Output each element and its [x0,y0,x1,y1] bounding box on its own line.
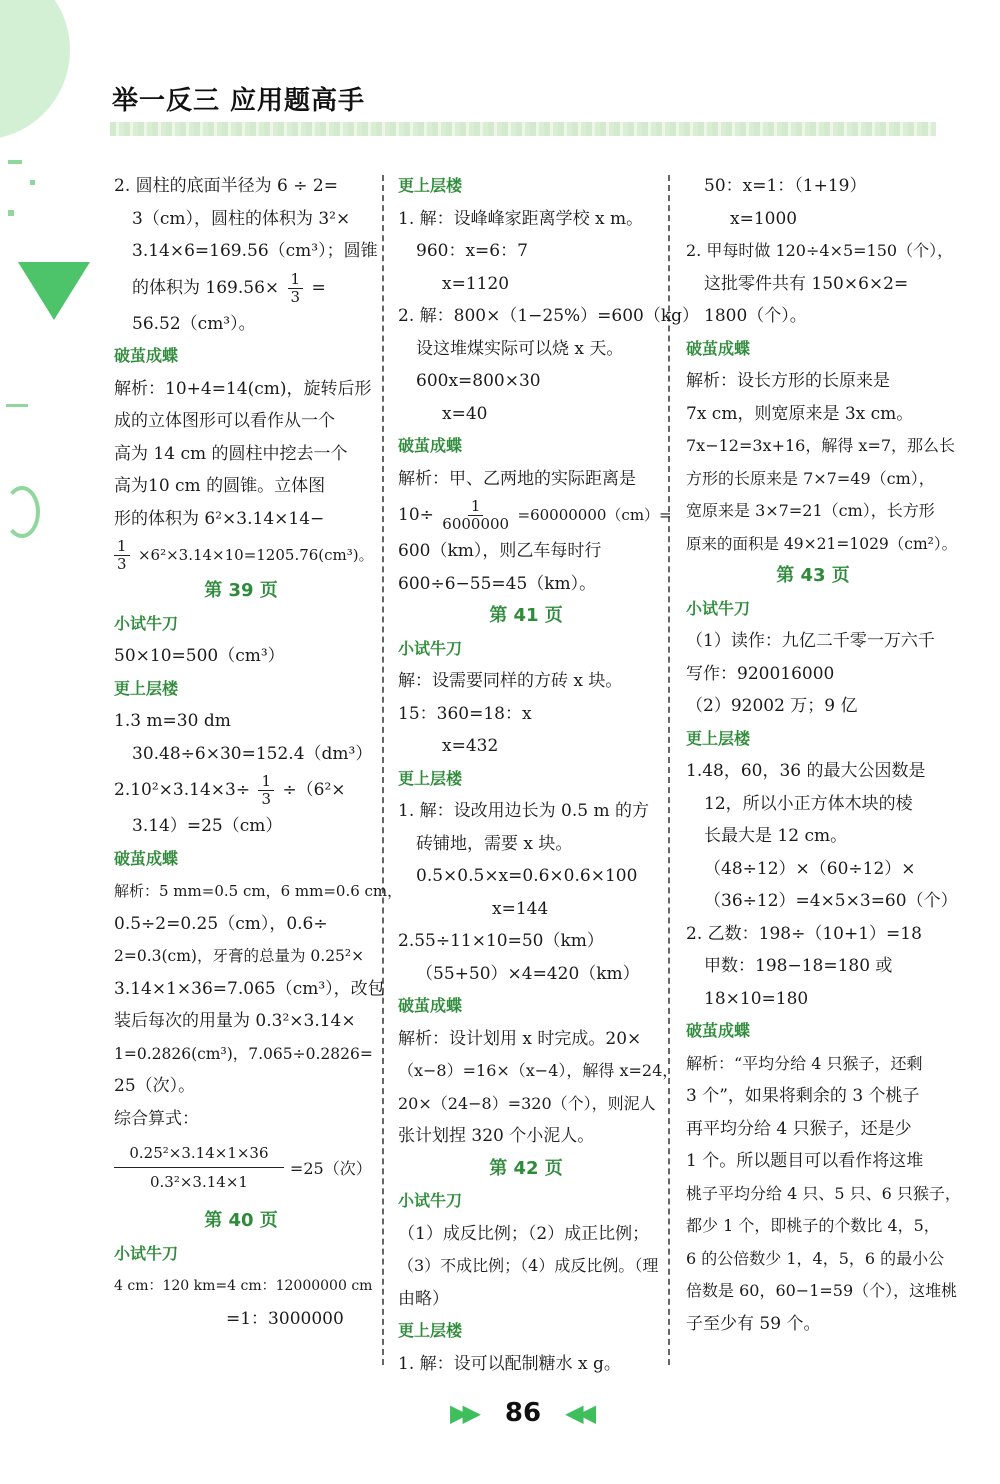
text-line: 7x−12=3x+16，解得 x=7，那么长 [686,436,956,455]
column-divider [668,175,670,1365]
text-line: （1）成反比例；（2）成正比例； [398,1223,650,1244]
answer-column-3 [686,170,961,1340]
text-line: 3.14×1×36=7.065（cm³），改包 [114,978,385,999]
text-line: 解析：设长方形的长原来是 [686,371,890,391]
text-line: 张计划捏 320 个小泥人。 [398,1126,595,1146]
triangle-decoration [18,262,90,320]
text-line: 2. 解：800×（1−25%）=600（kg） [398,306,700,326]
text-line: 甲数：198−18=180 或 [704,956,893,976]
text-line: 600x=800×30 [416,371,541,391]
text-line: 1800（个）。 [704,306,807,326]
text-line: （55+50）×4=420（km） [416,963,640,984]
text-line: 1=0.2826(cm³)，7.065÷0.2826= [114,1044,373,1063]
text-line: 这批零件共有 150×6×2= [704,273,909,294]
dash-decoration [8,160,22,164]
arc-decoration [4,486,40,538]
text-line: 再平均分给 4 只猴子，还是少 [686,1118,912,1139]
text-line: 2. 圆柱的底面半径为 6 ÷ 2= [114,176,338,196]
dash-decoration [8,210,14,216]
section-heading: 小试牛刀 [398,638,463,658]
text-line: 原来的面积是 49×21=1029（cm²）。 [686,534,958,553]
fraction [258,773,274,808]
text-line: 综合算式： [114,1108,199,1129]
page-number: 86 [504,1398,542,1428]
combined-formula [114,1135,372,1199]
corner-circle-decoration [0,0,70,140]
text-line: 2=0.3(cm)，牙膏的总量为 0.25²× [114,947,365,965]
section-heading: 更上层楼 [686,728,751,748]
page-heading: 第 39 页 [204,580,278,601]
answer-column-2 [398,170,700,1380]
fraction-numerator: 1 [468,498,484,516]
section-heading: 小试牛刀 [114,1243,179,1263]
text-line: 砖铺地，需要 x 块。 [416,833,573,854]
text-line: 2.55÷11×10=50（km） [398,931,604,951]
text-line: 长最大是 12 cm。 [704,826,848,846]
text-line: 7x cm，则宽原来是 3x cm。 [686,403,914,424]
text-line: 2. 甲每时做 120÷4×5=150（个）， [686,241,954,260]
text-line: 由略） [398,1288,449,1309]
text-line: 1.3 m=30 dm [114,711,231,731]
text-line: 56.52（cm³）。 [132,313,256,334]
text-segment: 的体积为 169.56× [132,277,280,298]
text-line: 50×10=500（cm³） [114,646,285,666]
text-line: 3 个”，如果将剩余的 3 个桃子 [686,1086,920,1106]
forward-arrows-icon: ▶▶ [450,1399,475,1427]
text-segment: ÷（6²× [282,780,346,800]
text-line: 1 个。所以题目可以看作将这堆 [686,1151,924,1171]
text-line: 形的体积为 6²×3.14×14− [114,508,325,529]
backward-arrows-icon: ◀◀ [565,1399,591,1427]
text-line: 2. 乙数：198÷（10+1）=18 [686,923,922,944]
text-line: （x−8）=16×（x−4），解得 x=24， [398,1061,679,1080]
text-line: 方形的长原来是 7×7=49（cm）， [686,468,935,488]
text-line: （3）不成比例；（4）成反比例。（理 [398,1256,659,1275]
formula-result: =25（次） [289,1158,372,1178]
section-heading: 破茧成蝶 [398,436,463,455]
text-line: =1：3000000 [226,1308,344,1329]
fraction-denominator: 6000000 [442,515,510,533]
text-line: 600（km），则乙车每时行 [398,541,602,561]
text-line: 3.14×6=169.56（cm³）；圆锥 [132,241,378,261]
text-segment: = [311,277,326,298]
text-segment: =60000000（cm）= [517,506,672,524]
text-line: 装后每次的用量为 0.3²×3.14× [114,1011,356,1031]
section-heading: 更上层楼 [398,1321,463,1340]
text-line: 30.48÷6×30=152.4（dm³） [132,743,373,764]
text-line: 设这堆煤实际可以烧 x 天。 [416,338,624,359]
section-heading: 小试牛刀 [686,598,751,618]
text-line: 解析：甲、乙两地的实际距离是 [398,468,636,489]
fraction [114,1139,284,1196]
section-heading: 更上层楼 [114,678,179,698]
text-line: （36÷12）=4×5×3=60（个） [704,891,958,911]
page-heading: 第 42 页 [489,1157,563,1179]
text-line: x=40 [442,403,488,424]
fraction [114,538,130,573]
page-heading: 第 41 页 [489,605,563,626]
text-line: 1.48，60，36 的最大公因数是 [686,761,926,781]
text-line: 1. 解：设可以配制糖水 x g。 [398,1353,621,1374]
text-line [398,495,672,535]
text-segment: ×6²×3.14×10=1205.76(cm³)。 [137,546,374,564]
text-line: 15：360=18：x [398,703,532,724]
page-header-title: 举一反三 应用题高手 [112,86,366,116]
text-line: 解析：设计划用 x 时完成。20× [398,1028,642,1049]
fraction-denominator: 3 [290,287,301,306]
section-heading: 更上层楼 [398,176,463,195]
text-line: 4 cm：120 km=4 cm：12000000 cm [114,1278,373,1294]
text-line: 成的立体图形可以看作从一个 [114,411,335,431]
text-line: 1. 解：设改用边长为 0.5 m 的方 [398,801,649,821]
text-line: 50：x=1：（1+19） [704,176,867,196]
text-line: 18×10=180 [704,988,809,1009]
text-line: 20×（24−8）=320（个），则泥人 [398,1093,656,1113]
text-line: 600÷6−55=45（km）。 [398,573,597,594]
text-line: 都少 1 个，即桃子的个数比 4，5， [686,1216,940,1235]
section-heading: 破茧成蝶 [114,346,179,365]
text-line: 0.5÷2=0.25（cm），0.6÷ [114,913,328,934]
dash-decoration [6,404,28,407]
fraction-numerator: 0.25²×3.14×1×36 [114,1139,284,1168]
text-line: 1. 解：设峰峰家距离学校 x m。 [398,208,644,229]
text-line: 解析：5 mm=0.5 cm，6 mm=0.6 cm， [114,882,403,900]
text-line [114,770,368,810]
fraction-denominator: 3 [261,790,272,808]
text-segment: 10÷ [398,505,434,525]
fraction-numerator: 1 [114,538,130,556]
text-line: （48÷12）×（60÷12）× [704,858,916,879]
text-line: 解析：“平均分给 4 只猴子，还剩 [686,1053,923,1073]
text-line: （1）读作：九亿二千零一万六千 [686,631,935,651]
section-heading: 小试牛刀 [398,1191,463,1210]
text-segment: 2.10²×3.14×3÷ [114,780,251,800]
text-line: （2）92002 万；9 亿 [686,696,858,716]
text-line: x=432 [442,736,499,756]
dash-decoration [30,180,35,185]
text-line: 25（次）。 [114,1076,196,1096]
text-line: 桃子平均分给 4 只、5 只、6 只猴子， [686,1183,961,1203]
section-heading: 破茧成蝶 [686,1021,751,1040]
fraction-numerator: 1 [258,773,274,791]
fraction-numerator: 1 [288,271,304,289]
text-line: 0.5×0.5×x=0.6×0.6×100 [416,866,638,886]
section-heading: 破茧成蝶 [398,996,463,1015]
text-line: 解析：10+4=14(cm)，旋转后形 [114,378,372,399]
text-line [114,535,374,575]
text-line: 3.14）=25（cm） [132,816,283,836]
text-line: 12，所以小正方体木块的棱 [704,793,913,814]
text-line [114,268,368,308]
fraction [288,271,304,306]
text-line: 子至少有 59 个。 [686,1313,821,1334]
section-heading: 更上层楼 [398,768,463,788]
fraction-denominator: 3 [117,555,127,573]
section-heading: 小试牛刀 [114,613,179,633]
text-line: x=1120 [442,273,510,294]
text-line: 960：x=6：7 [416,241,528,261]
text-line: 6 的公倍数少 1，4，5，6 的最小公 [686,1248,945,1268]
text-line: 倍数是 60，60−1=59（个），这堆桃 [686,1281,958,1300]
text-line: x=1000 [730,208,798,229]
text-line: x=144 [492,898,549,919]
page-heading: 第 43 页 [776,565,850,586]
text-line: 写作：920016000 [686,663,835,684]
text-line: 高为10 cm 的圆锥。立体图 [114,476,326,496]
text-line: 3（cm），圆柱的体积为 3²× [132,208,351,229]
section-heading: 破茧成蝶 [114,848,179,868]
text-line: 解：设需要同样的方砖 x 块。 [398,671,623,691]
header-band [110,122,936,136]
answer-column-1 [114,170,403,1335]
page-heading: 第 40 页 [204,1210,278,1231]
column-divider [382,175,384,1365]
text-line: 高为 14 cm 的圆柱中挖去一个 [114,443,348,464]
fraction [442,498,509,533]
text-line: 宽原来是 3×7=21（cm），长方形 [686,501,935,520]
page-footer [450,1398,590,1428]
section-heading: 破茧成蝶 [686,338,751,358]
fraction-denominator: 0.3²×3.14×1 [149,1172,248,1191]
